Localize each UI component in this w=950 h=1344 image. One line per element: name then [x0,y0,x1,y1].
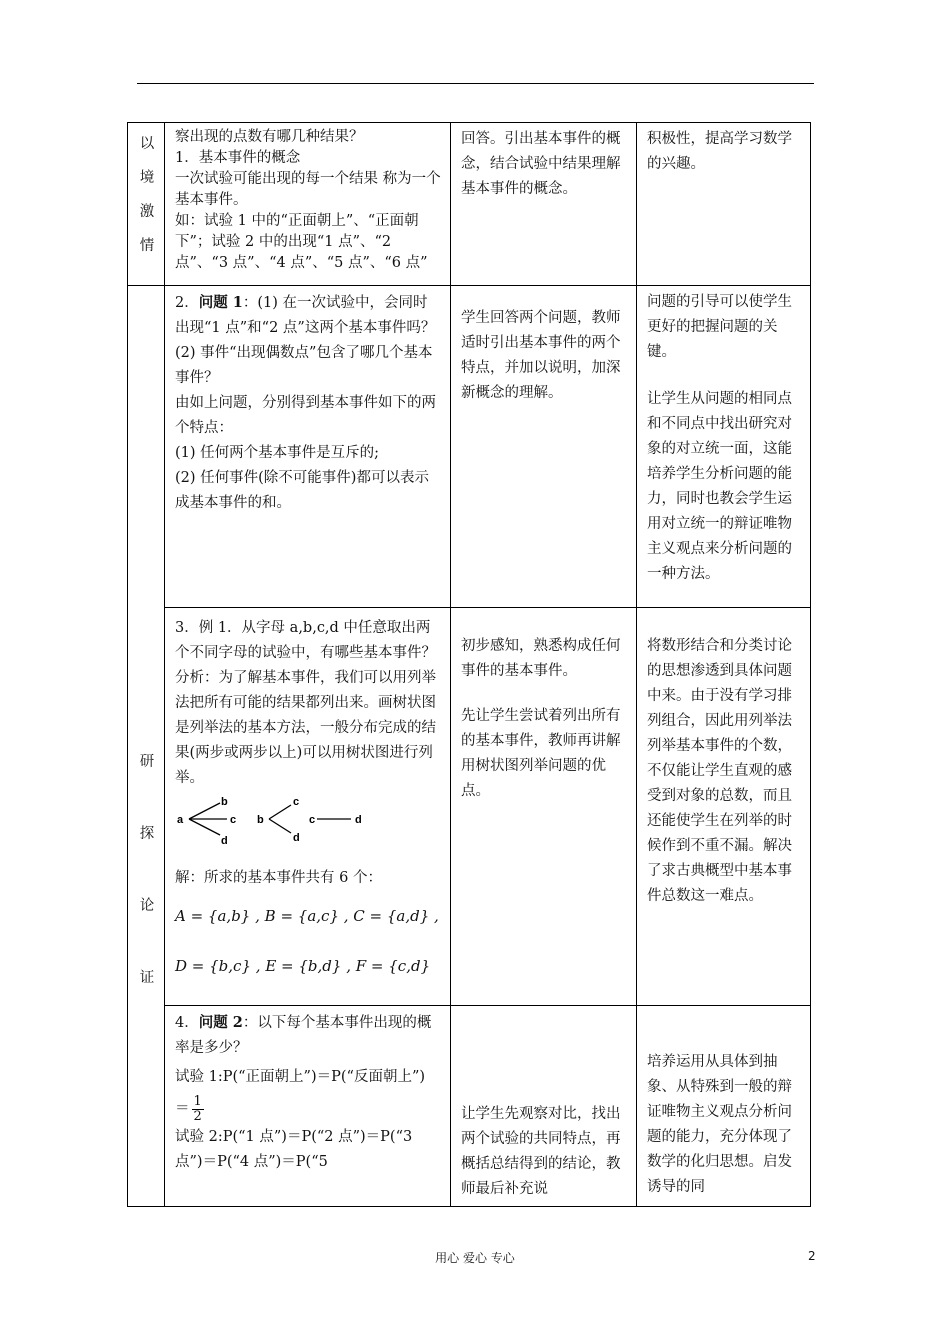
content-cell [165,123,451,286]
table-row [128,608,811,1006]
content-cell [165,286,451,608]
teacher-text: 让学生先观察对比，找出两个试验的共同特点，再概括总结得到的结论，教师最后补充说 [461,1106,621,1197]
purpose-text: 问题的引导可以使学生更好的把握问题的关键。 [647,294,792,360]
content-line: (2) 任何事件(除不可能事件)都可以表示成基本事件的和。 [175,470,429,511]
stage-cell [128,123,165,286]
tree-node: d [293,832,300,844]
content-line: 1．基本事件的概念 [175,150,301,166]
set-item: F = {c,d} [355,957,431,975]
content-line: 分析：为了解基本事件，我们可以用列举法把所有可能的结果都列出来。画树状图是列举法的基本方法，一般分布完成的结果(两步或两步以上)可以用树状图进行列举。 [175,670,436,786]
tree-node: c [309,814,316,826]
header-rule [137,83,814,84]
table-row [128,286,811,608]
teacher-cell [451,1006,637,1207]
tree-node: d [355,814,362,826]
set-item: C = {a,d} [353,907,430,925]
tree-node: b [257,814,264,826]
fraction: $\frac{1}{2}$ [193,1093,202,1124]
set-item: A = {a,b} [175,907,251,925]
content-line: (1) 任何两个基本事件是互斥的; [175,445,380,461]
purpose-cell [637,123,811,286]
content-line: 一次试验可能出现的每一个结果 称为一个基本事件。 [175,171,441,208]
teacher-cell [451,286,637,608]
tree-diagram [175,797,442,856]
teacher-text: 初步感知，熟悉构成任何事件的基本事件。 [461,638,621,679]
tree-node: c [293,797,300,808]
content-line: 察出现的点数有哪几种结果？ [175,129,364,145]
teacher-cell [451,608,637,1006]
stage-label: 以境激情 [139,136,155,254]
content-line: 解：所求的基本事件共有 6 个： [175,870,382,886]
content-line: 由如上问题，分别得到基本事件如下的两个特点： [175,395,436,436]
content-line: 3．例 1．从字母 a,b,c,d 中任意取出两个不同字母的试验中，有哪些基本事件？ [175,620,436,661]
content-line: (2) 事件“出现偶数点”包含了哪几个基本事件？ [175,345,433,386]
purpose-text: 让学生从问题的相同点和不同点中找出研究对象的对立统一面，这能培养学生分析问题的能力，同时也教会学生运用对立统一的辩证唯物主义观点来分析问题的一种方法。 [647,391,792,582]
table-row [128,123,811,286]
purpose-text: 培养运用从具体到抽象、从特殊到一般的辩证唯物主义观点分析问题的能力，充分体现了数学的化归思想。启发诱导的同 [647,1054,792,1195]
content-line: 如：试验 1 中的“正面朝上”、“正面朝下”；试验 2 中的出现“1 点”、“2 点”、“3 点”、“4 点”、“5 点”、“6 点” [175,213,428,271]
tree-node: c [230,814,237,826]
stage-cell [128,286,165,1207]
purpose-cell [637,1006,811,1207]
content-line: 4．问题 2：以下每个基本事件出现的概率是多少？ [175,1014,432,1056]
lesson-table [127,122,811,1207]
page-number: 2 [808,1249,816,1263]
teacher-cell [451,123,637,286]
teacher-text: 学生回答两个问题，教师适时引出基本事件的两个特点，并加以说明，加深新概念的理解。 [461,310,621,401]
table-row [128,1006,811,1207]
teacher-text: 先让学生尝试着列出所有的基本事件，教师再讲解用树状图列举问题的优点。 [461,708,621,799]
set-item: D = {b,c} [175,957,251,975]
content-line: 2．问题 1：(1) 在一次试验中，会同时出现“1 点”和“2 点”这两个基本事件吗？ [175,294,436,336]
purpose-cell [637,608,811,1006]
content-cell [165,1006,451,1207]
set-list: A = {a,b} , B = {a,c} , C = {a,d} , D = {b,c} , E = {b,d} , F = {c,d} [175,907,439,975]
set-item: B = {a,c} [264,907,339,925]
purpose-text: 将数形结合和分类讨论的思想渗透到具体问题中来。由于没有学习排列组合，因此用列举法列举基本事件的个数，不仅能让学生直观的感受到对象的总数，而且还能使学生在列举的时候作到不重不漏。解决了求古典概型中基本事件总数这一难点。 [647,638,792,904]
tree-node: a [177,814,184,826]
tree-node: d [221,835,228,847]
problem-label: 问题 2 [198,1014,243,1031]
content-cell [165,608,451,1006]
teacher-text: 回答。引出基本事件的概念，结合试验中结果理解基本事件的概念。 [461,131,621,197]
purpose-cell [637,286,811,608]
content-line: 试验 1:P(“正面朝上”)＝P(“反面朝上”) ＝ $\frac{1}{2}$ [175,1069,426,1124]
stage-label: 研探论证 [139,754,155,986]
tree-node: b [221,797,228,808]
problem-label: 问题 1 [198,294,243,311]
page-footer: 用心 爱心 专心 [435,1251,515,1265]
content-line: 试验 2:P(“1 点”)＝P(“2 点”)＝P(“3 点”)＝P(“4 点”)＝P(“5 [175,1129,413,1170]
set-item: E = {b,d} [265,957,342,975]
purpose-text: 积极性，提高学习数学的兴趣。 [647,131,792,172]
